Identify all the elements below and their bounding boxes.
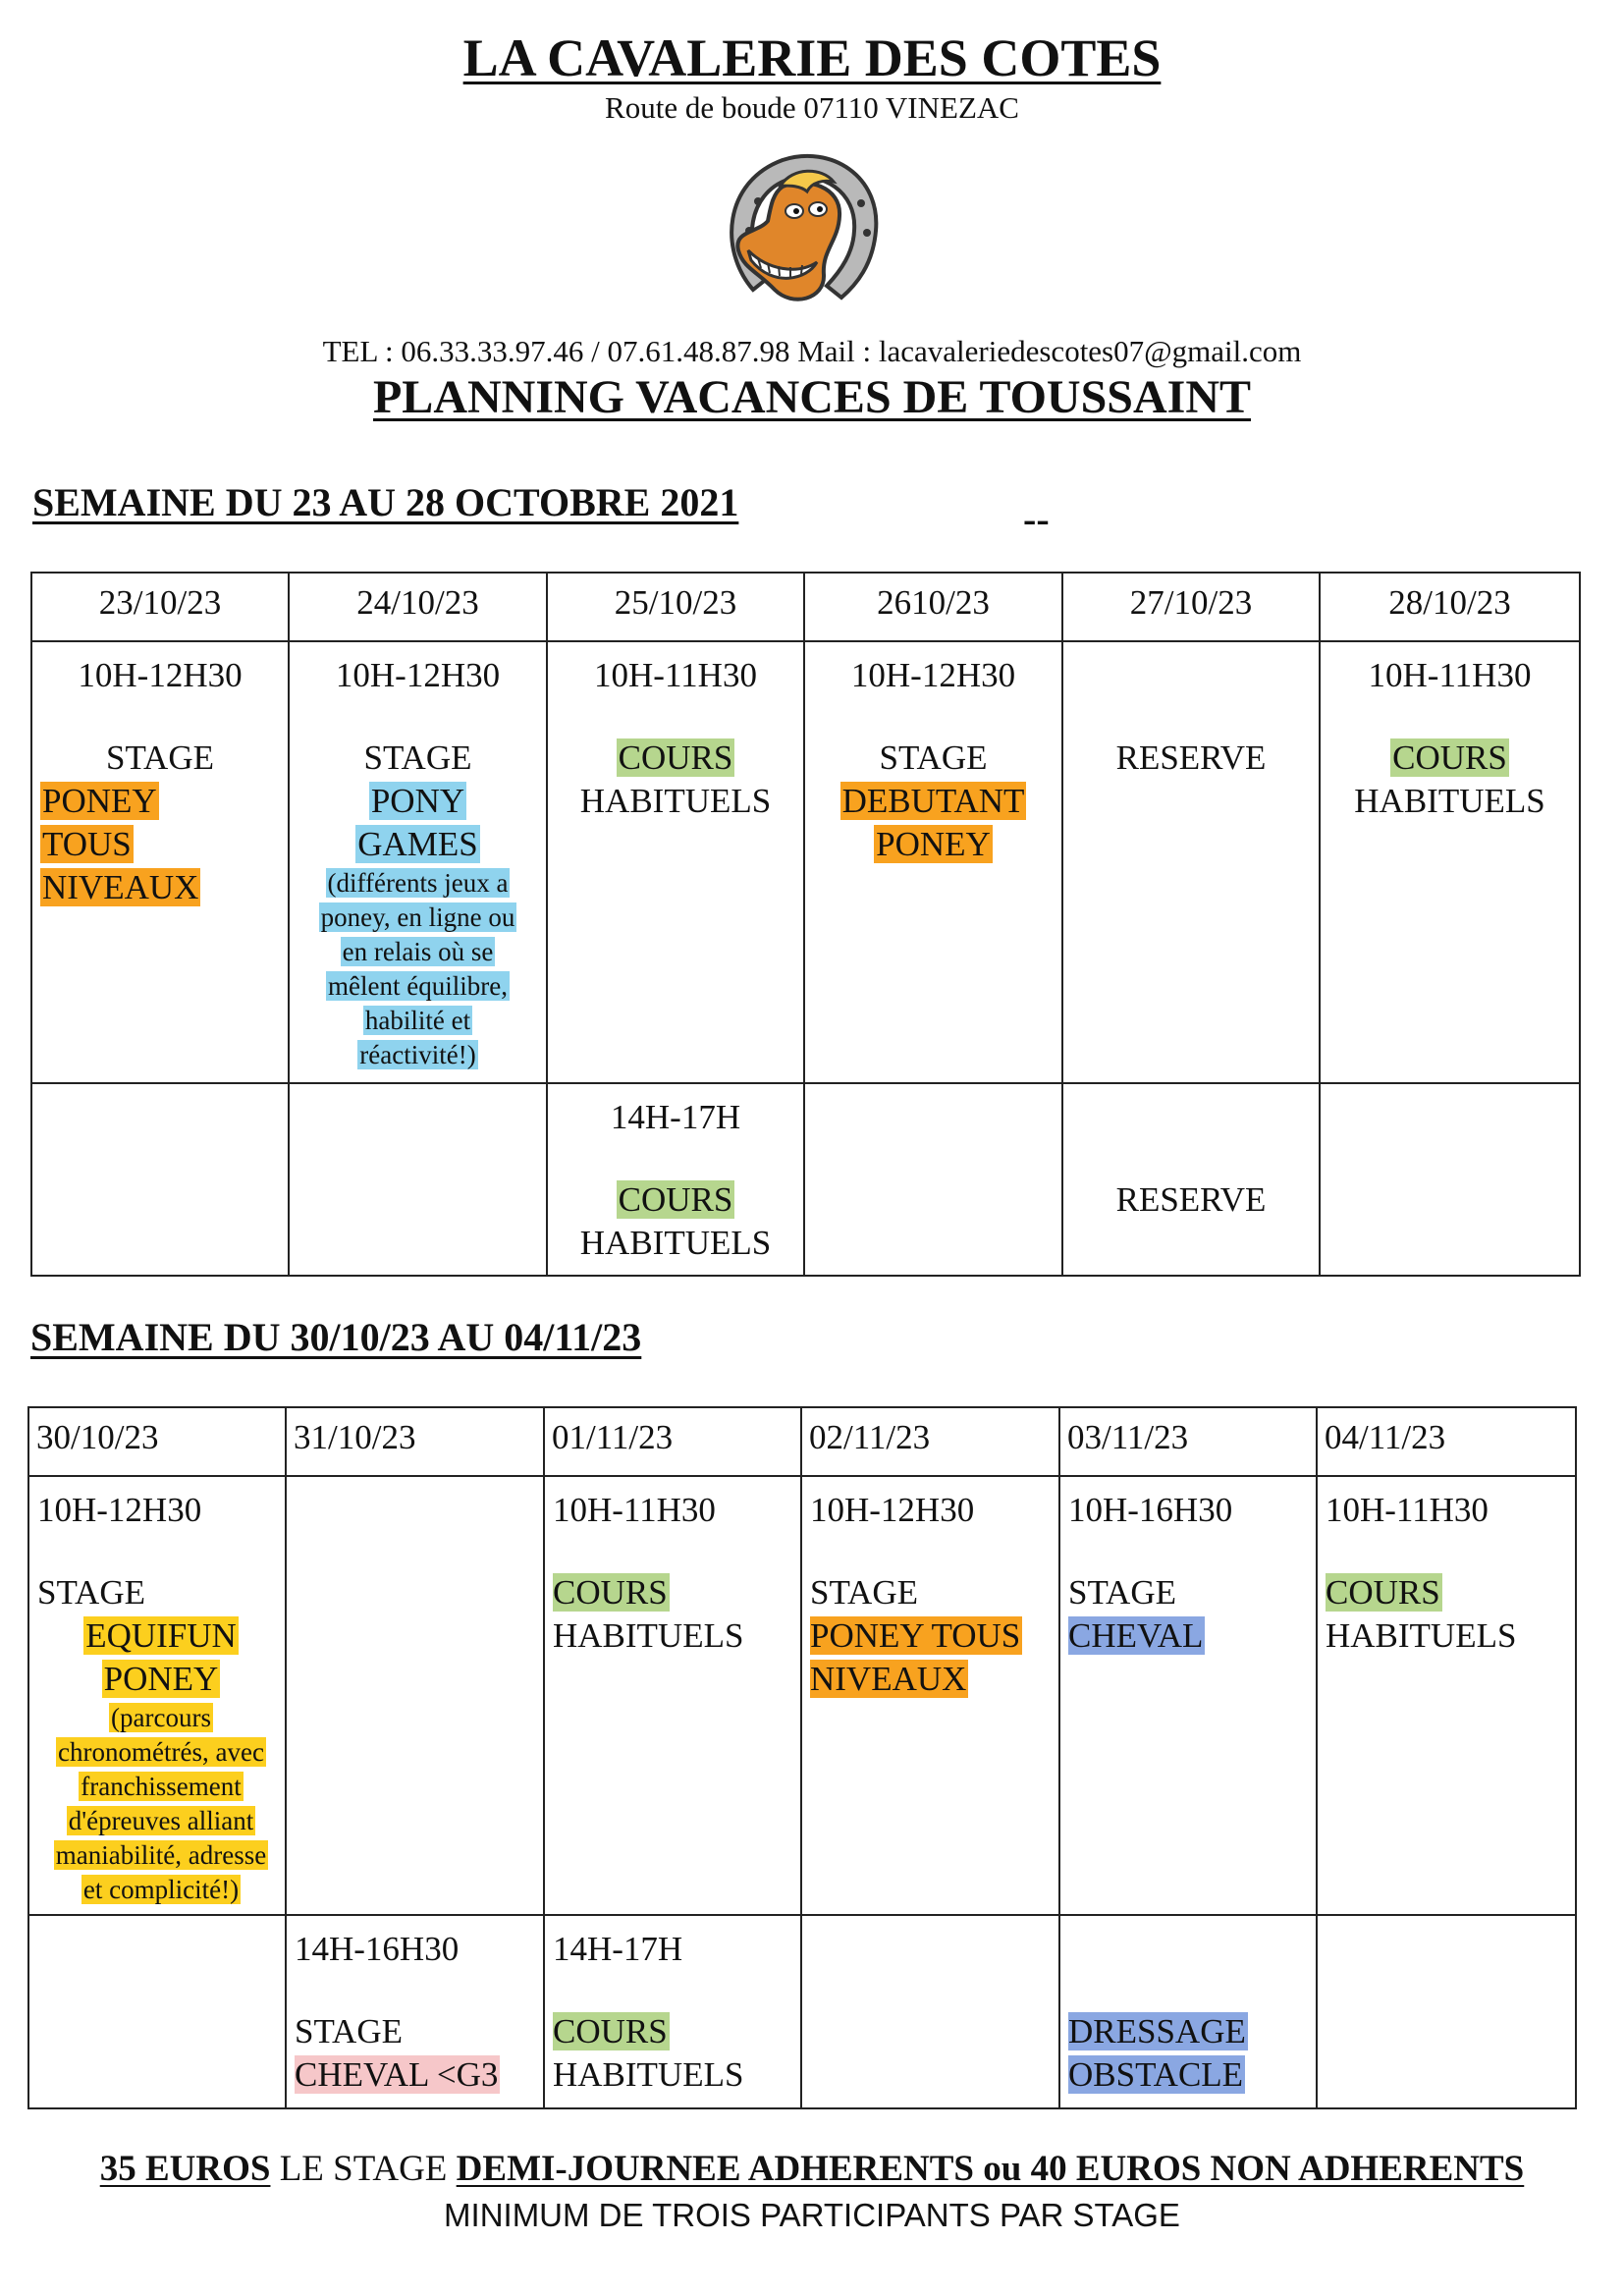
activity-name: DRESSAGE (1068, 2012, 1246, 2050)
activity-type: STAGE (295, 2012, 403, 2050)
activity-type: HABITUELS (1326, 1616, 1517, 1655)
time-slot: 14H-16H30 (295, 1930, 460, 1968)
activity-type: STAGE (106, 738, 214, 777)
activity-name: CHEVAL <G3 (295, 2055, 499, 2094)
activity-name: COURS (1326, 1573, 1440, 1612)
date-cell: 02/11/23 (801, 1407, 1059, 1476)
activity-description: mêlent équilibre, (328, 971, 508, 1001)
schedule-cell (289, 641, 547, 1083)
activity-name: TOUS (42, 825, 132, 863)
week2-schedule-table (27, 1406, 1577, 2109)
schedule-cell (547, 1083, 804, 1276)
schedule-cell (1317, 1476, 1576, 1915)
activity-description: d'épreuves alliant (68, 1806, 254, 1835)
activity-name: PONY (370, 782, 465, 820)
schedule-cell (286, 1476, 544, 1915)
week2-heading: SEMAINE DU 30/10/23 AU 04/11/23 (30, 1315, 642, 1359)
table-row (31, 573, 1580, 641)
activity-description: réactivité!) (359, 1040, 476, 1069)
date-cell: 23/10/23 (31, 573, 289, 641)
table-row (28, 1407, 1576, 1476)
activity-name: PONEY (42, 782, 157, 820)
table-row (31, 1083, 1580, 1276)
minimum-participants-note: MINIMUM DE TROIS PARTICIPANTS PAR STAGE (444, 2197, 1180, 2233)
activity-description: maniabilité, adresse (55, 1840, 267, 1870)
time-slot: 10H-12H30 (335, 656, 501, 694)
activity-type: STAGE (1068, 1573, 1176, 1612)
date-cell: 27/10/23 (1062, 573, 1320, 641)
date-cell: 28/10/23 (1320, 573, 1580, 641)
page-subtitle: PLANNING VACANCES DE TOUSSAINT (372, 371, 1252, 423)
time-slot: 14H-17H (610, 1098, 741, 1136)
date-cell: 25/10/23 (547, 573, 804, 641)
activity-name: NIVEAUX (810, 1660, 967, 1698)
activity-name: COURS (618, 738, 733, 777)
activity-name: OBSTACLE (1068, 2055, 1244, 2094)
activity-name: COURS (553, 1573, 668, 1612)
activity-description: franchissement (81, 1772, 242, 1801)
activity-name: NIVEAUX (42, 868, 199, 906)
date-cell: 2610/23 (804, 573, 1062, 641)
activity-description: en relais où se (342, 937, 494, 966)
schedule-cell (801, 1476, 1059, 1915)
activity-name: CHEVAL (1068, 1616, 1204, 1655)
schedule-cell (544, 1476, 801, 1915)
activity-name: PONEY TOUS (810, 1616, 1021, 1655)
table-row (31, 641, 1580, 1083)
activity-name: PONEY (876, 825, 991, 863)
time-slot: 14H-17H (553, 1930, 683, 1968)
horse-horseshoe-logo-icon (714, 142, 891, 314)
week1-heading: SEMAINE DU 23 AU 28 OCTOBRE 2021 (32, 480, 739, 524)
schedule-cell (289, 1083, 547, 1276)
activity-description: (différents jeux a (327, 868, 509, 898)
schedule-cell (804, 641, 1062, 1083)
activity-name: EQUIFUN (85, 1616, 237, 1655)
activity-type: HABITUELS (579, 782, 772, 820)
activity-type: HABITUELS (1354, 782, 1545, 820)
activity-type: HABITUELS (553, 2055, 744, 2094)
address: Route de boude 07110 VINEZAC (605, 90, 1019, 125)
activity-type: STAGE (879, 738, 988, 777)
activity-name: DEBUTANT (841, 782, 1025, 820)
contact-info: TEL : 06.33.33.97.46 / 07.61.48.87.98 Mail : lacavaleriedescotes07@gmail.com (322, 334, 1302, 368)
activity-description: (parcours (111, 1703, 211, 1732)
week1-dashes: -- (1023, 497, 1050, 541)
schedule-cell (1059, 1915, 1317, 2108)
activity-description: habilité et (364, 1006, 471, 1035)
activity-type: STAGE (810, 1573, 918, 1612)
schedule-cell (544, 1915, 801, 2108)
date-cell: 30/10/23 (28, 1407, 286, 1476)
schedule-cell (801, 1915, 1059, 2108)
schedule-cell (804, 1083, 1062, 1276)
week1-schedule-table (30, 572, 1581, 1277)
pricing-line (0, 2148, 1624, 2190)
time-slot: 10H-11H30 (1368, 656, 1532, 694)
schedule-cell (28, 1476, 286, 1915)
time-slot: 10H-11H30 (553, 1491, 716, 1529)
date-cell: 24/10/23 (289, 573, 547, 641)
table-row (28, 1476, 1576, 1915)
schedule-cell (31, 1083, 289, 1276)
schedule-cell (1062, 641, 1320, 1083)
reserved-label: RESERVE (1115, 738, 1267, 777)
activity-type: STAGE (37, 1573, 145, 1612)
activity-name: COURS (553, 2012, 668, 2050)
activity-description: poney, en ligne ou (320, 902, 515, 932)
time-slot: 10H-11H30 (594, 656, 757, 694)
schedule-cell (286, 1915, 544, 2108)
schedule-cell (1320, 641, 1580, 1083)
price-label: 35 EUROS (99, 2149, 271, 2189)
activity-type: STAGE (363, 738, 472, 777)
schedule-cell (1062, 1083, 1320, 1276)
schedule-cell (1059, 1476, 1317, 1915)
schedule-cell (28, 1915, 286, 2108)
schedule-cell (1320, 1083, 1580, 1276)
schedule-cell (31, 641, 289, 1083)
activity-name: COURS (1392, 738, 1507, 777)
page-title: LA CAVALERIE DES COTES (462, 28, 1162, 87)
time-slot: 10H-12H30 (37, 1491, 202, 1529)
time-slot: 10H-12H30 (78, 656, 243, 694)
activity-description: et complicité!) (82, 1875, 240, 1904)
table-row (28, 1915, 1576, 2108)
activity-name: GAMES (357, 825, 478, 863)
date-cell: 03/11/23 (1059, 1407, 1317, 1476)
activity-name: PONEY (103, 1660, 219, 1698)
schedule-cell (547, 641, 804, 1083)
time-slot: 10H-16H30 (1068, 1491, 1233, 1529)
activity-description: chronométrés, avec (58, 1737, 264, 1767)
activity-type: HABITUELS (579, 1224, 772, 1262)
time-slot: 10H-12H30 (850, 656, 1016, 694)
date-cell: 04/11/23 (1317, 1407, 1576, 1476)
date-cell: 01/11/23 (544, 1407, 801, 1476)
time-slot: 10H-11H30 (1326, 1491, 1489, 1529)
price-detail: DEMI-JOURNEE ADHERENTS ou 40 EUROS NON ADHERENTS (456, 2149, 1525, 2189)
reserved-label: RESERVE (1115, 1180, 1267, 1219)
date-cell: 31/10/23 (286, 1407, 544, 1476)
activity-type: HABITUELS (553, 1616, 744, 1655)
schedule-cell (1317, 1915, 1576, 2108)
activity-name: COURS (618, 1180, 733, 1219)
price-connector: LE STAGE (270, 2149, 457, 2189)
time-slot: 10H-12H30 (810, 1491, 975, 1529)
